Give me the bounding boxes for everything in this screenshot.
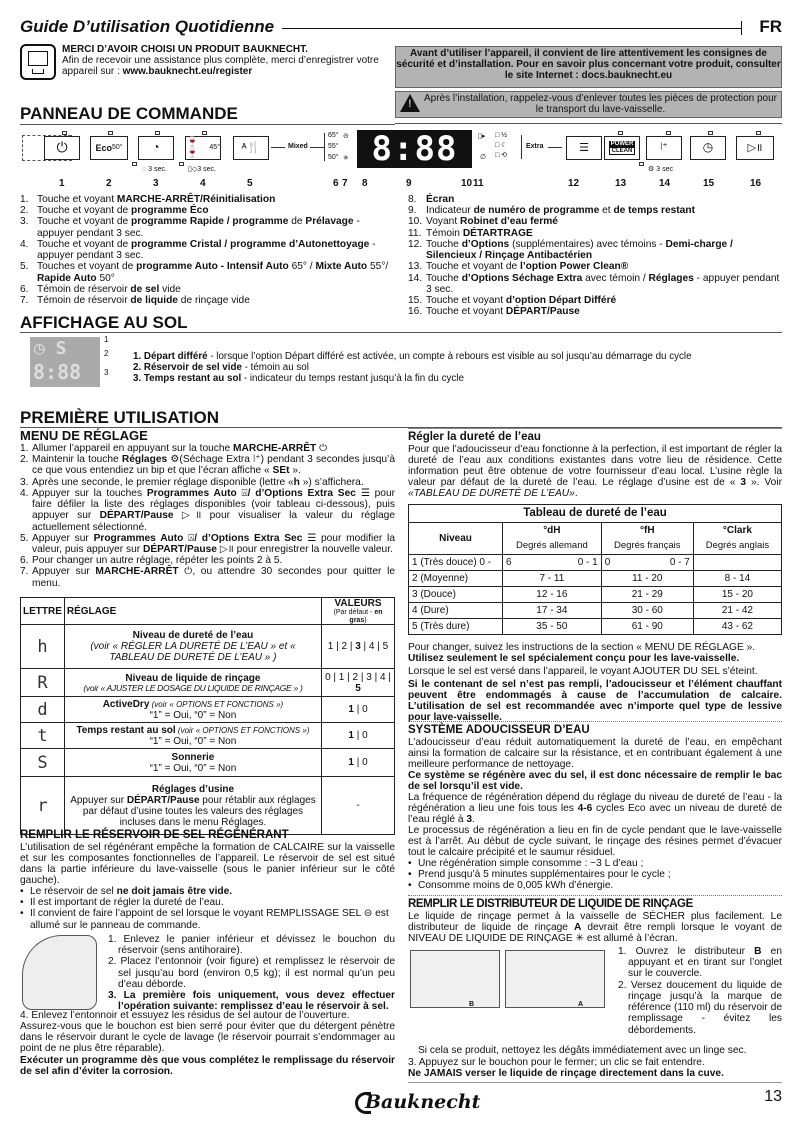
salt-intro: L’utilisation de sel régénérant empêche la formation de CALCAIRE sur la vaisselle et sur les composantes fonctionnelles de l’appareil. Le réservoir de sel est situé dans la partie inférieure du lave-vaisselle (sous le panier inférieur sur le côté gauche). xyxy=(20,842,395,887)
control-panel-diagram xyxy=(18,130,784,192)
list-item xyxy=(20,216,395,238)
extra-label: Extra xyxy=(526,143,544,150)
item-text: Voyant Robinet d’eau fermé xyxy=(426,216,558,228)
floor-legend-item: 1. Départ différé - lorsque l’option Départ différé est activée, un compte à rebours est visible au sol jusqu’au démarrage du cycle xyxy=(133,351,692,362)
column-header: RÉGLAGE xyxy=(64,598,321,625)
header-rule-end xyxy=(741,21,742,35)
setting-letter: d xyxy=(21,697,65,723)
dotted-separator xyxy=(408,721,782,722)
item-number: 6. xyxy=(20,283,29,295)
water-hardness-table xyxy=(408,504,782,635)
values-note-bold: en gras xyxy=(349,609,383,624)
setting-letter: R xyxy=(21,669,65,697)
setting-letter: t xyxy=(21,723,65,749)
registration-text: Afin de recevoir une assistance plus complète, merci d’enregistrer votre appareil sur : xyxy=(62,55,379,78)
callout-number: 6 xyxy=(333,178,339,189)
rapid-program-icon: ◔ xyxy=(152,140,160,155)
column-subheader: Degrés allemand xyxy=(503,539,602,555)
item-number: 5. xyxy=(20,532,29,544)
list-item xyxy=(20,261,395,283)
setting-values: 1 | 0 xyxy=(322,723,395,749)
item-number: 1. xyxy=(20,194,29,205)
setting-letter: r xyxy=(21,777,65,835)
list-item xyxy=(20,533,395,555)
item-text: Touche d’Options Séchage Extra avec témoin / Réglages - appuyer pendant 3 sec. xyxy=(426,272,780,295)
item-text: Maintenir la touche Réglages ⚙(Séchage Extra ⦚⁺) pendant 3 secondes jusqu’à ce que vous entendiez un bip et que l’écran affiche « SEt ». xyxy=(32,454,395,477)
clock-h-icon: ◷ xyxy=(702,140,714,155)
item-number: 16. xyxy=(408,306,423,318)
options-list-icon: ☰ xyxy=(579,141,589,154)
table-cell: 43 - 62 xyxy=(693,619,781,635)
item-number: 2. xyxy=(20,454,29,466)
section-rule xyxy=(395,123,782,124)
softener-p1: L’adoucisseur d’eau réduit automatiquement la dureté de l’eau, en empêchant ainsi la formation de calcaire sur la résistance, et en contribuant également à une meilleure performance de nettoyage. xyxy=(408,737,782,771)
hardness-text: Pour que l’adoucisseur d’eau fonctionne à la perfection, il est important de régler la dureté de l’eau aux conditions existantes dans votre lieu de résidence. Cette information peut être obtenue de votre fournisseur d’eau local. L’usine règle la valeur par défaut de la dureté de l’eau. Le réglage d’usine est de « 3 ». Voir «TABLEAU DE DURETÉ DE L’EAU». xyxy=(408,444,782,500)
table-cell: 61 - 90 xyxy=(601,619,693,635)
list-item xyxy=(20,205,395,216)
page-header xyxy=(20,14,782,40)
softener-bullets xyxy=(408,858,782,892)
callout-number: 16 xyxy=(750,178,762,189)
extra-dry-button[interactable] xyxy=(646,136,682,160)
setting-values: 1 | 0 xyxy=(322,749,395,777)
setting-values: 1 | 2 | 3 | 4 | 5 xyxy=(322,625,395,669)
list-item xyxy=(408,194,782,205)
table-cell: 21 - 42 xyxy=(693,603,781,619)
crystal-temp: 45° xyxy=(209,144,220,152)
hardness-after-4: Si le contenant de sel n’est pas rempli, l’adoucisseur et l’élément chauffant peuvent être endommagés à cause de l’accumulation de calcaire. L’utilisation de sel est recommandée avec n’importe quel type de lessive pour lave-vaisselle. xyxy=(408,679,782,724)
crystal-program-button[interactable] xyxy=(185,136,221,160)
table-row xyxy=(409,571,782,587)
temp-55: 55° xyxy=(328,143,339,150)
floor-display-legend xyxy=(133,352,692,385)
power-icon: ⏻ xyxy=(56,139,68,156)
column-header: Niveau xyxy=(409,523,503,555)
column-header: °dH xyxy=(503,523,602,539)
table-row xyxy=(21,697,395,723)
item-number: 1. xyxy=(20,443,29,454)
item-number: 7. xyxy=(20,294,29,306)
list-item xyxy=(408,273,782,295)
list-item xyxy=(408,205,782,216)
item-text: Après une seconde, le premier réglage disponible (lettre «h ») s’affichera. xyxy=(32,476,364,488)
table-cell: 11 - 20 xyxy=(601,571,693,587)
callout-number: 2 xyxy=(104,349,109,358)
item-number: 6. xyxy=(20,555,29,567)
hardness-title: Régler la dureté de l’eau xyxy=(408,431,541,443)
callout-number: 5 xyxy=(247,178,253,189)
half-load-icon: □ ½ xyxy=(495,132,508,139)
start-pause-button[interactable] xyxy=(736,136,774,160)
settings-gear-icon: ⚙ xyxy=(648,166,655,173)
list-item xyxy=(20,194,395,205)
list-item xyxy=(408,239,782,261)
temp-65: 65° xyxy=(328,132,339,139)
setting-description: Sonnerie “1” = Oui, “0” = Non xyxy=(64,749,321,777)
callout-number: 12 xyxy=(568,178,580,189)
table-row xyxy=(409,587,782,603)
item-text: Touche et voyant de programme Cristal / programme d’Autonettoyage - appuyer pendant 3 sec. xyxy=(37,238,376,262)
values-note: ) xyxy=(364,616,367,624)
table-cell xyxy=(693,555,781,571)
cell-value: 0 - 1 xyxy=(577,556,598,568)
auto-cutlery-icon: ᴬ🍴 xyxy=(241,141,261,154)
dispenser-open-illustration xyxy=(505,950,605,1008)
settings-table xyxy=(20,597,395,835)
rinse-steps xyxy=(618,946,782,1036)
eco-program-button[interactable] xyxy=(90,136,128,160)
temp-50: 50° xyxy=(328,154,339,161)
power-clean-label: CLEAN xyxy=(609,147,636,155)
header-rule xyxy=(282,28,742,29)
table-cell: 12 - 16 xyxy=(503,587,602,603)
warning-text: Après l’installation, rappelez-vous d’enlever toutes les pièces de protection pour le transport du lave-vaisselle. xyxy=(424,93,777,116)
list-item xyxy=(408,306,782,317)
auto-program-button[interactable] xyxy=(233,136,269,160)
salt-final: Exécuter un programme dès que vous complétez le remplissage du réservoir de sel afin d’éviter la corrosion. xyxy=(20,1055,395,1078)
step-item: 2. Placez l’entonnoir (voir figure) et remplissez le réservoir de sel jusqu’au bord (environ 0,5 kg); il est normal qu’un peu d’eau déborde. xyxy=(108,956,395,990)
brand-name: Bauknecht xyxy=(365,1091,481,1113)
section-rule xyxy=(20,332,782,333)
table-cell: 8 - 14 xyxy=(693,571,781,587)
callout-number: 11 xyxy=(473,178,484,189)
hardness-after-3: Lorsque le sel est versé dans l’appareil, le voyant AJOUTER DU SEL s’éteint. xyxy=(408,666,758,677)
registration-block xyxy=(20,44,395,84)
salt-steps xyxy=(108,934,395,1013)
item-text: Touche et voyant de programme Éco xyxy=(37,205,209,217)
callout-number: 4 xyxy=(200,178,206,189)
callout-number: 3 xyxy=(153,178,159,189)
self-clean-icon: ▯◇ xyxy=(188,166,198,173)
table-row xyxy=(409,603,782,619)
extra-dry-icon: ⦚⁺ xyxy=(660,142,668,154)
prewash-icon: ◌ xyxy=(142,166,147,173)
hardness-after-1: Pour changer, suivez les instructions de la section « MENU DE RÉGLAGE ». xyxy=(408,642,756,653)
list-item xyxy=(408,216,782,227)
item-text: Touches et voyant de programme Auto - Intensif Auto 65° / Mixte Auto 55°/ Rapide Auto 50° xyxy=(37,261,389,284)
column-rule xyxy=(408,428,782,429)
panel-legend-left xyxy=(20,194,395,306)
table-cell: 4 (Dure) xyxy=(409,603,503,619)
salt-funnel-illustration xyxy=(22,935,97,1010)
callout-number: 3 xyxy=(104,368,109,377)
antibacterial-icon: □ ⟲ xyxy=(495,152,508,159)
figure-label-a: A xyxy=(578,1001,584,1008)
callout-number: 9 xyxy=(406,178,412,189)
digital-display: 8:88 xyxy=(357,130,472,168)
bullet-item: • Consomme moins de 0,005 kWh d’énergie. xyxy=(408,880,614,892)
list-item xyxy=(20,566,395,588)
item-text: Témoin de réservoir de liquide de rinçage vide xyxy=(37,294,250,306)
list-item xyxy=(20,284,395,295)
list-item xyxy=(20,488,395,533)
softener-p2: Ce système se régénère avec du sel, il est donc nécessaire de remplir le bac de sel lorsqu’il est vide. xyxy=(408,770,782,793)
section-title-control-panel: PANNEAU DE COMMANDE xyxy=(20,104,238,123)
dotted-separator xyxy=(408,895,782,896)
monitor-icon xyxy=(20,44,56,80)
item-text: Écran xyxy=(426,194,455,205)
floor-projection-image: ◷ S 8:88 xyxy=(30,337,100,387)
table-caption: Tableau de dureté de l’eau xyxy=(409,505,782,523)
item-text: Témoin DÉTARTRAGE xyxy=(426,227,533,239)
table-cell: 7 - 11 xyxy=(503,571,602,587)
table-cell: 21 - 29 xyxy=(601,587,693,603)
item-number: 10. xyxy=(408,216,423,228)
table-cell: 30 - 60 xyxy=(601,603,693,619)
delay-start-button[interactable] xyxy=(690,136,726,160)
play-pause-icon: ▷॥ xyxy=(747,141,763,154)
setting-values: 0 | 1 | 2 | 3 | 4 | 5 xyxy=(322,669,395,697)
item-text: Touche et voyant MARCHE-ARRÊT/Réinitialisation xyxy=(37,194,276,205)
list-item xyxy=(408,261,782,272)
callout-number: 14 xyxy=(659,178,671,189)
rinse-p3: 3. Appuyez sur le bouchon pour le fermer; un clic se fait entendre. xyxy=(408,1057,705,1068)
warning-triangle-icon xyxy=(400,94,420,112)
item-number: 4. xyxy=(20,487,29,499)
floor-legend-item: 2. Réservoir de sel vide - témoin au sol xyxy=(133,361,309,373)
item-number: 7. xyxy=(20,566,29,578)
callout-number: 1 xyxy=(104,335,109,344)
item-text: Indicateur de numéro de programme et de temps restant xyxy=(426,205,695,217)
table-cell: 35 - 50 xyxy=(503,619,602,635)
cell-value: 0 - 7 xyxy=(669,556,690,568)
figure-label-b: B xyxy=(469,1001,475,1008)
floor-legend-item: 3. Temps restant au sol - indicateur du temps restant jusqu’à la fin du cycle xyxy=(133,372,464,384)
callout-number: 7 xyxy=(342,178,348,189)
item-text: Pour changer un autre réglage, répéter les points 2 à 5. xyxy=(32,555,283,567)
step-item: 1. Enlevez le panier inférieur et dévissez le bouchon du réservoir (sens antihoraire). xyxy=(108,934,395,957)
item-number: 8. xyxy=(408,194,417,205)
item-text: Touche et voyant de l’option Power Clean® xyxy=(426,261,629,273)
item-text: Appuyer sur MARCHE-ARRÊT ⏻, ou attendre 30 secondes pour quitter le menu. xyxy=(32,566,395,589)
salt-step4: 4. Enlevez l’entonnoir et essuyez les résidus de sel autour de l’ouverture. xyxy=(20,1010,350,1021)
language-code: FR xyxy=(759,17,782,36)
list-item xyxy=(20,295,395,306)
cell-value: 6 xyxy=(506,556,512,568)
bullet-item: • Il convient de faire l’appoint de sel lorsque le voyant REMPLISSAGE SEL ⊝ est allumé sur le panneau de commande. xyxy=(20,908,389,931)
item-text: Allumer l’appareil en appuyant sur la touche MARCHE-ARRÊT ⏻ xyxy=(32,443,328,454)
footer-rule xyxy=(408,1082,782,1083)
callout-number: 13 xyxy=(615,178,627,189)
bullet-item: • Le réservoir de sel ne doit jamais être vide. xyxy=(20,886,233,897)
list-item xyxy=(20,555,395,566)
callout-number: 8 xyxy=(362,178,368,189)
transport-warning xyxy=(395,91,782,118)
softener-p3: La fréquence de régénération dépend du réglage du niveau de dureté de l’eau - la régénération a lieu une fois tous les 4-6 cycles Eco avec un niveau de dureté de l’eau réglé à 3. xyxy=(408,792,782,826)
item-number: 3. xyxy=(20,476,29,488)
list-item xyxy=(20,477,395,488)
setting-letter: h xyxy=(21,625,65,669)
bauknecht-logo xyxy=(355,1092,480,1114)
registration-link[interactable]: www.bauknecht.eu/register xyxy=(122,66,253,78)
table-cell: 2 (Moyenne) xyxy=(409,571,503,587)
item-text: Touche d’Options (supplémentaires) avec témoins - Demi-charge / Silencieux / Rinçage Antibactérien xyxy=(426,238,733,262)
table-row xyxy=(21,625,395,669)
eco-temp: 50° xyxy=(111,144,123,152)
registration-heading: MERCI D’AVOIR CHOISI UN PRODUIT BAUKNECHT. xyxy=(62,44,308,55)
table-cell: 15 - 20 xyxy=(693,587,781,603)
item-text: Témoin de réservoir de sel vide xyxy=(37,283,181,295)
list-item xyxy=(408,295,782,306)
power-button[interactable] xyxy=(44,136,80,160)
setting-description: Niveau de liquide de rinçage (voir « AJUSTER LE DOSAGE DU LIQUIDE DE RINÇAGE » ) xyxy=(64,669,321,697)
page-number: 13 xyxy=(764,1088,782,1105)
settings-menu-steps xyxy=(20,443,395,589)
item-number: 2. xyxy=(20,205,29,217)
safety-notice: Avant d’utiliser l’appareil, il convient de lire attentivement les consignes de sécurité et d’installation. Pour en savoir plus concernant votre produit, consulter le site Internet : docs.bauknecht.eu xyxy=(395,46,782,88)
item-number: 15. xyxy=(408,294,423,306)
table-row xyxy=(21,723,395,749)
setting-description: Réglages d’usine Appuyer sur DÉPART/Pause pour rétablir aux réglages par défaut d’usine toutes les valeurs des réglages incluses dans le menu Réglages. xyxy=(64,777,321,835)
table-cell: 17 - 34 xyxy=(503,603,602,619)
options-button[interactable] xyxy=(566,136,602,160)
item-number: 4. xyxy=(20,238,29,250)
item-text: Touche et voyant DÉPART/Pause xyxy=(426,306,580,318)
mixed-label: Mixed xyxy=(288,143,308,150)
column-header: °fH xyxy=(601,523,693,539)
section-title-first-use: PREMIÈRE UTILISATION xyxy=(20,408,219,427)
rinse-p1: Le liquide de rinçage permet à la vaisselle de SÉCHER plus facilement. Le distributeur de liquide de rinçage A devrait être rempli lorsque le voyant de NIVEAU DE LIQUIDE DE RINÇAGE ✳ est allumé à l’écran. xyxy=(408,911,783,945)
table-cell: 5 (Très dure) xyxy=(409,619,503,635)
step-item: 1. Ouvrez le distributeur B en appuyant et en tirant sur l’onglet sur le couvercle. xyxy=(618,946,782,980)
values-note: (Par défaut - xyxy=(333,609,375,616)
rapid-program-button[interactable] xyxy=(138,136,174,160)
step-item: 3. La première fois uniquement, vous devez effectuer l’opération suivante: remplissez d’eau le réservoir à sel. xyxy=(108,990,395,1013)
list-item xyxy=(408,228,782,239)
glasses-icon: 🍷🍷 xyxy=(186,136,199,159)
table-row xyxy=(21,749,395,777)
hold-3sec-label: 3 sec xyxy=(656,166,673,173)
setting-letter: S xyxy=(21,749,65,777)
item-number: 9. xyxy=(408,205,417,217)
setting-description: Niveau de dureté de l’eau (voir « RÉGLER LA DURETÉ DE L’EAU » et « TABLEAU DE DURETÉ DE L’EAU » ) xyxy=(64,625,321,669)
list-item xyxy=(20,443,395,454)
salt-bullets xyxy=(20,886,395,931)
power-clean-button[interactable] xyxy=(604,136,640,160)
salt-title: REMPLIR LE RÉSERVOIR DE SEL RÉGÉNÉRANT xyxy=(20,829,289,841)
table-cell xyxy=(601,555,693,571)
table-cell: 1 (Très douce) 0 - xyxy=(409,555,503,571)
column-subheader: Degrés français xyxy=(601,539,693,555)
table-row xyxy=(21,777,395,835)
item-number: 3. xyxy=(20,216,29,228)
eco-label: Eco xyxy=(95,142,112,153)
setting-description: ActiveDry (voir « OPTIONS ET FONCTIONS ») “1” = Oui, “0” = Non xyxy=(64,697,321,723)
values-header: VALEURS xyxy=(334,598,382,609)
dispenser-closed-illustration xyxy=(410,950,500,1008)
rinse-title: REMPLIR LE DISTRIBUTEUR DE LIQUIDE DE RINÇAGE xyxy=(408,898,693,910)
rinse-aid-indicator-icon: ✳ xyxy=(343,155,349,162)
table-row xyxy=(21,669,395,697)
softener-title: SYSTÈME ADOUCISSEUR D’EAU xyxy=(408,724,590,736)
document-title: Guide D’utilisation Quotidienne xyxy=(20,17,275,36)
hardness-after-2: Utilisez seulement le sel spécialement conçu pour les lave-vaisselle. xyxy=(408,653,740,664)
item-number: 5. xyxy=(20,261,29,273)
bullet-item: • Une régénération simple consomme : ~3 L d’eau ; xyxy=(408,858,644,869)
descaling-icon: ∅ xyxy=(480,154,487,161)
silent-icon: □ ☾ xyxy=(495,142,508,149)
column-header xyxy=(322,598,395,625)
power-clean-label: POWER xyxy=(610,141,634,147)
setting-description: Temps restant au sol (voir « OPTIONS ET FONCTIONS ») “1” = Oui, “0” = Non xyxy=(64,723,321,749)
table-cell: 3 (Douce) xyxy=(409,587,503,603)
hold-3sec-label: 3 sec. xyxy=(148,166,167,173)
salt-after: Assurez-vous que le bouchon est bien serré pour éviter que du détergent pénètre dans le réservoir durant le cycle de lavage (le réservoir pourrait s’endommager au point de ne plus être réparable). xyxy=(20,1021,395,1055)
cell-value: 0 xyxy=(604,556,611,568)
table-cell xyxy=(503,555,602,571)
table-row xyxy=(409,619,782,635)
section-title-floor-display: AFFICHAGE AU SOL xyxy=(20,313,188,332)
item-number: 14. xyxy=(408,272,423,284)
column-header: °Clark xyxy=(693,523,781,539)
rinse-p4: Ne JAMAIS verser le liquide de rinçage directement dans la cuve. xyxy=(408,1068,724,1079)
hold-3sec-label: 3 sec. xyxy=(197,166,216,173)
menu-title: MENU DE RÉGLAGE xyxy=(20,428,148,443)
item-text: Touche et voyant d’option Départ Différé xyxy=(426,294,617,306)
column-header: LETTRE xyxy=(21,598,65,625)
item-text: Appuyer sur la touches Programmes Auto ⍓/ d’Options Extra Sec ☰ pour faire défiler la liste des réglages disponibles (voir tableau ci-dessous), puis appuyer sur DÉPART/Pause ▷॥ pour visualiser la valeur du réglage actuellement sélectionné. xyxy=(32,487,396,533)
rinse-p2: Si cela se produit, nettoyez les dégâts immédiatement avec un linge sec. xyxy=(418,1045,747,1056)
column-subheader: Degrés anglais xyxy=(693,539,781,555)
item-text: Touche et voyant de programme Rapide / programme de Prélavage - appuyer pendant 3 sec. xyxy=(37,216,360,239)
item-text: Appuyer sur Programmes Auto ⍓/ d’Options Extra Sec ☰ pour modifier la valeur, puis appuyer sur DÉPART/Pause ▷॥ pour enregistrer la nouvelle valeur. xyxy=(32,532,395,555)
bullet-item: • Prend jusqu’à 5 minutes supplémentaires pour le cycle ; xyxy=(408,869,671,881)
panel-legend-right xyxy=(408,194,782,317)
salt-indicator-icon: ⊝ xyxy=(343,133,349,140)
setting-values: - xyxy=(322,777,395,835)
tap-closed-icon: ▯▸ xyxy=(478,133,486,140)
callout-number: 1 xyxy=(59,178,65,189)
item-number: 11. xyxy=(408,227,422,239)
item-number: 12. xyxy=(408,238,423,250)
callout-number: 10 xyxy=(461,178,473,189)
list-item xyxy=(20,239,395,261)
section-rule xyxy=(20,124,395,125)
table-row xyxy=(409,555,782,571)
step-item: 2. Versez doucement du liquide de rinçage jusqu’à la marque de référence (110 ml) du réservoir de remplissage - évitez les débordements. xyxy=(618,979,782,1036)
setting-values: 1 | 0 xyxy=(322,697,395,723)
bullet-item: • Il est important de régler la dureté de l’eau. xyxy=(20,897,224,909)
list-item xyxy=(20,454,395,476)
softener-p4: Le processus de régénération a lieu en fin de cycle pendant que le lave-vaisselle est à l’arrêt. Au début de cycle suivant, le rinçage des résines permet d’évacuer tout le calcaire précipité et le saumur résiduel. xyxy=(408,825,782,859)
callout-number: 2 xyxy=(106,178,112,189)
item-number: 13. xyxy=(408,261,423,273)
callout-number: 15 xyxy=(703,178,715,189)
